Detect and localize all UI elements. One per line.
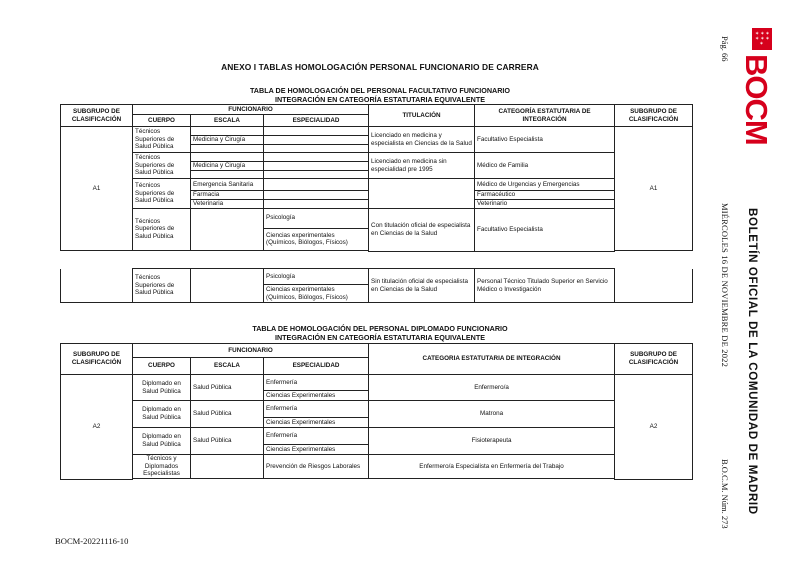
spacer <box>133 479 615 480</box>
escala-empty <box>191 455 264 479</box>
escala-cell: Veterinaria <box>191 199 264 208</box>
header-funcionario: FUNCIONARIO <box>133 344 369 358</box>
table2-subtitle: INTEGRACIÓN EN CATEGORÍA ESTATUTARIA EQUIVALENTE <box>274 333 486 342</box>
escala-empty <box>191 145 264 153</box>
categoria-cell: Enfermero/a <box>369 375 615 401</box>
especialidad-empty <box>264 162 369 171</box>
especialidad-empty <box>264 171 369 179</box>
header-especialidad: ESPECIALIDAD <box>264 358 369 375</box>
table1-subtitle: INTEGRACIÓN EN CATEGORÍA ESTATUTARIA EQUIVALENTE <box>274 95 486 104</box>
header-titulacion: TITULACIÓN <box>369 105 475 127</box>
header-categoria: CATEGORÍA ESTATUTARIA DE INTEGRACIÓN <box>475 105 615 127</box>
categoria-cell: Matrona <box>369 401 615 428</box>
header-subgrupo: SUBGRUPO DE CLASIFICACIÓN <box>61 344 133 375</box>
especialidad-empty <box>264 199 369 208</box>
bulletin-number: B.O.C.M. Núm. 273 <box>720 459 730 529</box>
escala-empty <box>191 171 264 179</box>
especialidad-cell: Ciencias Experimentales <box>264 445 369 455</box>
especialidad-cell: Ciencias Experimentales <box>264 418 369 428</box>
subgrupo-a1: A1 <box>61 127 133 251</box>
table2-title: TABLA DE HOMOLOGACIÓN DEL PERSONAL DIPLOMADO FUNCIONARIO <box>252 324 508 333</box>
escala-cell: Farmacia <box>191 191 264 200</box>
especialidad-cell: Enfermería <box>264 401 369 418</box>
escala-cell: Salud Pública <box>191 428 264 455</box>
subgrupo-a2-right: A2 <box>615 375 693 480</box>
titulacion-cell: Licenciado en medicina sin especialidad pre 1995 <box>369 153 475 179</box>
categoria-cell: Facultativo Especialista <box>475 208 615 251</box>
escala-cell: Medicina y Cirugía <box>191 162 264 171</box>
subgrupo-continued <box>61 269 133 303</box>
escala-empty <box>191 208 264 250</box>
especialidad-cell: Enfermería <box>264 375 369 391</box>
table1-title: TABLA DE HOMOLOGACIÓN DEL PERSONAL FACULTATIVO FUNCIONARIO <box>249 86 511 95</box>
categoria-cell: Farmacéutico <box>475 191 615 200</box>
titulacion-empty <box>369 179 475 209</box>
especialidad-empty <box>264 153 369 162</box>
escala-cell: Medicina y Cirugía <box>191 136 264 145</box>
cuerpo-cell: Técnicos Superiores de Salud Pública <box>133 179 191 209</box>
especialidad-cell: Prevención de Riesgos Laborales <box>264 455 369 479</box>
subgrupo-a1-right: A1 <box>615 127 693 251</box>
header-especialidad: ESPECIALIDAD <box>264 115 369 127</box>
document-code: BOCM-20221116-10 <box>55 536 129 546</box>
cuerpo-cell: Diplomado en Salud Pública <box>133 401 191 428</box>
bulletin-title: BOLETÍN OFICIAL DE LA COMUNIDAD DE MADRID <box>746 208 759 515</box>
annex-title: ANEXO I TABLAS HOMOLOGACIÓN PERSONAL FUNCIONARIO DE CARRERA <box>221 62 539 72</box>
titulacion-cell: Sin titulación oficial de especialista en Ciencias de la Salud <box>369 269 475 303</box>
header-cuerpo: CUERPO <box>133 115 191 127</box>
especialidad-cell: Psicología <box>264 208 369 228</box>
especialidad-cell: Psicología <box>264 269 369 285</box>
spacer <box>61 251 264 252</box>
cuerpo-cell: Diplomado en Salud Pública <box>133 375 191 401</box>
stars-icon: ✶✶✶ ✶✶✶ ✶ <box>755 31 771 47</box>
especialidad-cell: Ciencias Experimentales <box>264 391 369 401</box>
categoria-cell: Veterinario <box>475 199 615 208</box>
categoria-cell: Facultativo Especialista <box>475 127 615 153</box>
especialidad-cell: Ciencias experimentales (Químicos, Biólogos, Físicos) <box>264 285 369 303</box>
categoria-cell: Médico de Urgencias y Emergencias <box>475 179 615 191</box>
header-subgrupo: SUBGRUPO DE CLASIFICACIÓN <box>61 105 133 127</box>
especialidad-empty <box>264 127 369 136</box>
bocm-logo: BOCM <box>739 54 774 145</box>
especialidad-cell: Ciencias experimentales (Químicos, Biólogos, Físicos) <box>264 228 369 250</box>
categoria-cell: Médico de Familia <box>475 153 615 179</box>
subgrupo-right-continued <box>615 269 693 303</box>
especialidad-empty <box>264 179 369 191</box>
header-subgrupo-right: SUBGRUPO DE CLASIFICACIÓN <box>615 105 693 127</box>
table-diplomado <box>60 343 693 480</box>
header-subgrupo-right: SUBGRUPO DE CLASIFICACIÓN <box>615 344 693 375</box>
especialidad-empty <box>264 191 369 200</box>
table-facultativo-last <box>60 268 693 303</box>
page-number: Pág. 66 <box>720 36 730 62</box>
subgrupo-a2: A2 <box>61 375 133 480</box>
escala-empty <box>191 269 264 303</box>
escala-cell: Emergencia Sanitaria <box>191 179 264 191</box>
especialidad-empty <box>264 145 369 153</box>
escala-cell: Salud Pública <box>191 401 264 428</box>
header-escala: ESCALA <box>191 115 264 127</box>
header-categoria: CATEGORIA ESTATUTARIA DE INTEGRACIÓN <box>369 344 615 375</box>
header-cuerpo: CUERPO <box>133 358 191 375</box>
especialidad-cell: Enfermería <box>264 428 369 445</box>
titulacion-cell: Con titulación oficial de especialista en Ciencias de la Salud <box>369 208 475 251</box>
cuerpo-cell: Técnicos Superiores de Salud Pública <box>133 208 191 250</box>
cuerpo-cell: Técnicos y Diplomados Especialistas <box>133 455 191 479</box>
cuerpo-cell: Técnicos Superiores de Salud Pública <box>133 269 191 303</box>
header-escala: ESCALA <box>191 358 264 375</box>
categoria-cell: Fisioterapeuta <box>369 428 615 455</box>
header-funcionario: FUNCIONARIO <box>133 105 369 115</box>
categoria-cell: Personal Técnico Titulado Superior en Servicio Médico o Investigación <box>475 269 615 303</box>
cuerpo-cell: Diplomado en Salud Pública <box>133 428 191 455</box>
especialidad-empty <box>264 136 369 145</box>
escala-empty <box>191 127 264 136</box>
table-facultativo <box>60 104 693 252</box>
titulacion-cell: Licenciado en medicina y especialista en Ciencias de la Salud <box>369 127 475 153</box>
cuerpo-cell: Técnicos Superiores de Salud Pública <box>133 127 191 153</box>
cuerpo-cell: Técnicos Superiores de Salud Pública <box>133 153 191 179</box>
escala-cell: Salud Pública <box>191 375 264 401</box>
escala-empty <box>191 153 264 162</box>
madrid-flag-icon <box>752 28 772 50</box>
categoria-cell: Enfermero/a Especialista en Enfermería del Trabajo <box>369 455 615 479</box>
publication-date: MIÉRCOLES 16 DE NOVIEMBRE DE 2022 <box>720 203 730 368</box>
